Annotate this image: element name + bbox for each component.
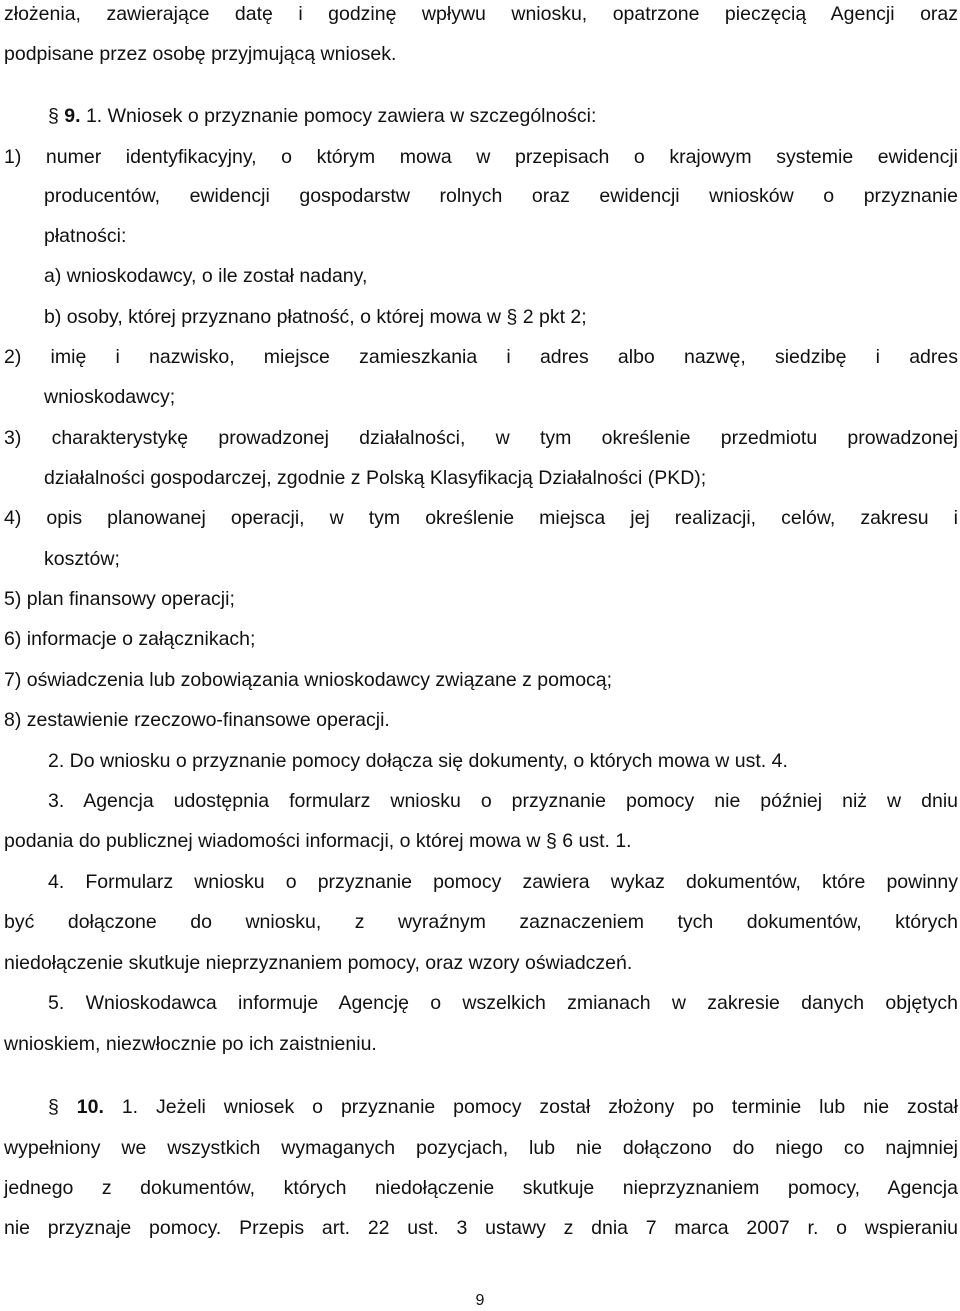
section-number: 9.: [64, 105, 81, 127]
text-line: jednego z dokumentów, których niedołączenie skutkuje nieprzyznaniem pomocy, Agencja: [4, 1177, 958, 1199]
section-9-heading: [48, 104, 596, 128]
text-line: nie przyznaje pomocy. Przepis art. 22 ust. 3 ustawy z dnia 7 marca 2007 r. o wspieraniu: [4, 1217, 958, 1239]
list-item: 5) plan finansowy operacji;: [4, 588, 235, 610]
paragraph: 5. Wnioskodawca informuje Agencję o wszelkich zmianach w zakresie danych objętych: [48, 992, 958, 1014]
text-line: wypełniony we wszystkich wymaganych pozycjach, lub nie dołączono do niego co najmniej: [4, 1137, 958, 1159]
section-sign: §: [48, 1096, 59, 1118]
text-line: podpisane przez osobę przyjmującą wniosek.: [4, 43, 397, 65]
list-item: 7) oświadczenia lub zobowiązania wnioskodawcy związane z pomocą;: [4, 669, 613, 691]
list-item: 4) opis planowanej operacji, w tym określenie miejsca jej realizacji, celów, zakresu i: [4, 507, 958, 529]
paragraph: 4. Formularz wniosku o przyznanie pomocy zawiera wykaz dokumentów, które powinny: [48, 871, 958, 893]
section-sign: §: [506, 306, 518, 328]
text-line: wnioskiem, niezwłocznie po ich zaistnieniu.: [4, 1033, 377, 1055]
text-line: niedołączenie skutkuje nieprzyznaniem pomocy, oraz wzory oświadczeń.: [4, 952, 633, 974]
text-segment: 2 pkt 2;: [517, 306, 587, 328]
section-10-heading: [48, 1095, 958, 1119]
section-text: 1. Wniosek o przyznanie pomocy zawiera w szczególności:: [80, 105, 597, 127]
text-line: płatności:: [44, 225, 127, 247]
list-item: 6) informacje o załącznikach;: [4, 628, 256, 650]
list-item: 2) imię i nazwisko, miejsce zamieszkania i adres albo nazwę, siedzibę i adres: [4, 346, 958, 368]
text-line: wnioskodawcy;: [44, 386, 176, 408]
text-line: kosztów;: [44, 548, 120, 570]
paragraph: 3. Agencja udostępnia formularz wniosku o przyznanie pomocy nie później niż w dniu: [48, 790, 958, 812]
text-line: [4, 829, 632, 853]
text-line: działalności gospodarczej, zgodnie z Polską Klasyfikacją Działalności (PKD);: [44, 467, 707, 489]
list-item: 1) numer identyfikacyjny, o którym mowa w przepisach o krajowym systemie ewidencji: [4, 146, 958, 168]
page-number: 9: [475, 1292, 485, 1309]
list-item: a) wnioskodawcy, o ile został nadany,: [44, 265, 368, 287]
paragraph: 2. Do wniosku o przyznanie pomocy dołącza się dokumenty, o których mowa w ust. 4.: [48, 750, 788, 772]
section-number: 10.: [76, 1096, 104, 1118]
section-sign: §: [545, 830, 557, 852]
section-text: 1. Jeżeli wniosek o przyznanie pomocy został złożony po terminie lub nie został: [103, 1096, 959, 1118]
text-segment: podania do publicznej wiadomości informacji, o której mowa w: [4, 830, 546, 852]
section-sign: §: [48, 105, 59, 127]
text-line: producentów, ewidencji gospodarstw rolnych oraz ewidencji wniosków o przyznanie: [44, 185, 958, 207]
text-line: złożenia, zawierające datę i godzinę wpływu wniosku, opatrzone pieczęcią Agencji oraz: [4, 3, 958, 25]
list-item: 3) charakterystykę prowadzonej działalności, w tym określenie przedmiotu prowadzonej: [4, 427, 958, 449]
text-segment: b) osoby, której przyznano płatność, o której mowa w: [44, 306, 507, 328]
text-line: być dołączone do wniosku, z wyraźnym zaznaczeniem tych dokumentów, których: [4, 911, 958, 933]
text-segment: 6 ust. 1.: [556, 830, 632, 852]
list-item: [44, 305, 587, 329]
list-item: 8) zestawienie rzeczowo-finansowe operacji.: [4, 709, 390, 731]
